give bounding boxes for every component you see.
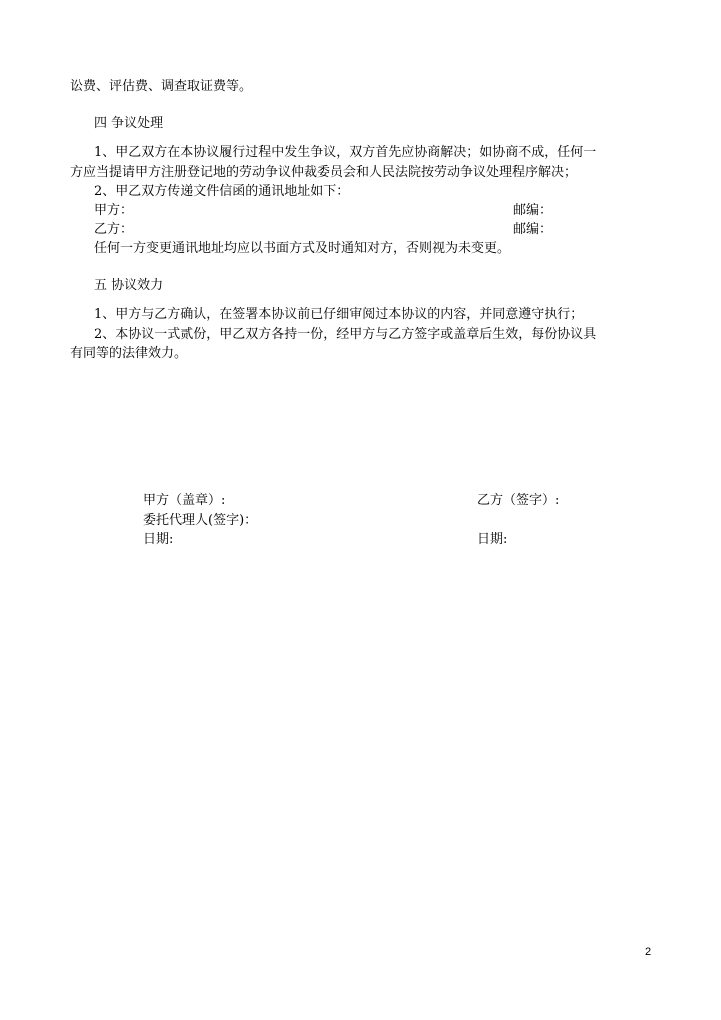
continuation-text: 讼费、评估费、调查取证费等。 [70, 79, 253, 94]
section-4-item-1-line-1: 1、甲乙双方在本协议履行过程中发生争议，双方首先应协商解决；如协商不成，任何一 [94, 145, 597, 160]
party-b-signature-label: 乙方（签字）: [477, 493, 560, 508]
party-a-address-label: 甲方： [94, 203, 134, 218]
address-change-notice: 任何一方变更通讯地址均应以书面方式及时通知对方，否则视为未变更。 [94, 241, 511, 256]
section-5-title: 五 协议效力 [94, 278, 164, 293]
page-number: 2 [645, 946, 652, 958]
section-4-item-2: 2、甲乙双方传递文件信函的通讯地址如下： [94, 184, 350, 199]
section-5-item-2-line-2: 有同等的法律效力。 [70, 346, 188, 361]
agent-signature-label: 委托代理人(签字)： [143, 513, 258, 528]
section-5-item-2-line-1: 2、本协议一式贰份，甲乙双方各持一份，经甲方与乙方签字或盖章后生效，每份协议具 [94, 327, 597, 342]
party-b-date-label: 日期: [477, 532, 508, 547]
section-5-item-1: 1、甲方与乙方确认，在签署本协议前已仔细审阅过本协议的内容，并同意遵守执行； [94, 307, 584, 322]
party-a-date-label: 日期: [143, 532, 174, 547]
party-a-seal-label: 甲方（盖章）: [143, 493, 226, 508]
section-4-title: 四 争议处理 [94, 116, 164, 131]
party-b-postcode-label: 邮编： [513, 222, 553, 237]
section-4-item-1-line-2: 方应当提请甲方注册登记地的劳动争议仲裁委员会和人民法院按劳动争议处理程序解决； [70, 165, 578, 180]
party-a-postcode-label: 邮编： [513, 203, 553, 218]
party-b-address-label: 乙方： [94, 222, 134, 237]
